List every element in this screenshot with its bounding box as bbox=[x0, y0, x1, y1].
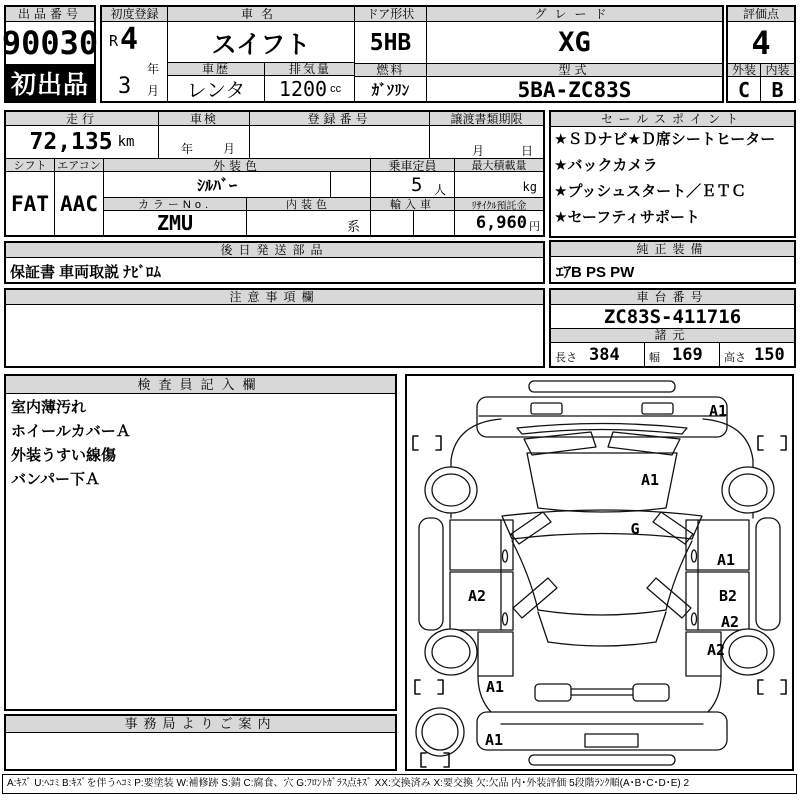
rear-lamp-left bbox=[531, 403, 562, 414]
door-shape: 5HB bbox=[369, 29, 412, 56]
length-cell bbox=[551, 343, 645, 367]
inspection-year: 年 bbox=[181, 142, 194, 156]
door-block bbox=[355, 7, 427, 101]
notes-box bbox=[4, 288, 545, 368]
office-box bbox=[4, 714, 397, 771]
damage-label: A2 bbox=[720, 613, 740, 631]
door-handle bbox=[503, 613, 508, 625]
history-label: 車歴 bbox=[168, 62, 264, 76]
inspection-month: 月 bbox=[222, 142, 235, 156]
damage-label: A1 bbox=[640, 471, 660, 489]
recycle-fee: 6,960 bbox=[475, 213, 527, 233]
damage-label: A2 bbox=[467, 587, 487, 605]
recycle-unit: 円 bbox=[529, 221, 540, 233]
rear-glass-left bbox=[524, 432, 596, 455]
sales-point-line: ★ＳＤナビ★Ｄ席シートヒーター bbox=[554, 131, 776, 148]
month-suffix: 月 bbox=[146, 84, 159, 98]
hood-edge-right bbox=[666, 541, 692, 610]
damage-label: A1 bbox=[716, 551, 736, 569]
import-label: 輸入車 bbox=[371, 198, 455, 211]
sill-right bbox=[756, 518, 780, 630]
mileage-unit: km bbox=[117, 134, 135, 150]
width-cell bbox=[645, 343, 720, 367]
oem-equipment-box bbox=[549, 240, 796, 284]
lot-number: 90030 bbox=[1, 24, 99, 62]
car-diagram bbox=[405, 374, 794, 771]
top-table bbox=[100, 5, 724, 103]
grade-block bbox=[427, 7, 722, 101]
license-plate bbox=[585, 734, 638, 747]
aircon-label: エアコン bbox=[55, 159, 104, 172]
rear-garnish bbox=[529, 381, 675, 392]
front-fender-left bbox=[478, 632, 513, 676]
fuel-label: 燃料 bbox=[355, 63, 426, 77]
first-reg-label: 初度登録 bbox=[102, 7, 167, 22]
int-color-label: 内装色 bbox=[247, 198, 371, 211]
front-lip bbox=[529, 755, 675, 765]
int-color-cell bbox=[247, 211, 371, 235]
rear-quarter-left bbox=[451, 419, 501, 460]
spec-table bbox=[4, 110, 545, 237]
displacement-label: 排気量 bbox=[265, 62, 355, 76]
color-no: ZMU bbox=[104, 211, 247, 235]
car-name-block bbox=[168, 7, 355, 101]
pillar-wing-right bbox=[653, 512, 693, 544]
ext-color-label: 外装色 bbox=[104, 159, 371, 172]
dimensions-label: 諸元 bbox=[551, 329, 794, 343]
lot-label: 出品番号 bbox=[6, 7, 94, 22]
sales-points-box bbox=[549, 110, 796, 238]
fuel: ｶﾞｿﾘﾝ bbox=[371, 82, 410, 99]
chassis-label: 車台番号 bbox=[551, 290, 794, 305]
max-load-label: 最大積載量 bbox=[455, 159, 543, 172]
import-cell-1 bbox=[371, 211, 414, 235]
door-rear-left bbox=[450, 520, 513, 570]
office-label: 事務局よりご案内 bbox=[6, 716, 395, 733]
max-load-unit: kg bbox=[522, 180, 537, 194]
headlight-left bbox=[535, 684, 571, 701]
exterior-label: 外装 bbox=[728, 63, 760, 77]
first-registration bbox=[102, 7, 168, 101]
ext-color-subcell bbox=[331, 172, 371, 198]
aircon: AAC bbox=[55, 172, 104, 235]
damage-label: A1 bbox=[484, 731, 504, 749]
model-code-label: 型式 bbox=[427, 63, 722, 77]
front-bumper bbox=[477, 712, 727, 750]
mileage-cell bbox=[6, 126, 159, 159]
later-parts-content: 保証書 車両取説 ﾅﾋﾞﾛﾑ bbox=[10, 264, 161, 281]
max-load-cell bbox=[455, 172, 543, 198]
capacity-unit: 人 bbox=[433, 183, 446, 197]
length-value: 384 bbox=[589, 345, 620, 365]
width-label: 幅 bbox=[649, 352, 660, 364]
capacity: 5 bbox=[411, 174, 423, 196]
door-handle bbox=[692, 613, 697, 625]
rear-quarter-right bbox=[703, 419, 753, 460]
inspector-note: ホイールカバーＡ bbox=[11, 423, 131, 440]
capacity-label: 乗車定員 bbox=[371, 159, 455, 172]
year-suffix: 年 bbox=[146, 62, 159, 76]
sales-point-line: ★バックカメラ bbox=[554, 157, 658, 174]
door-front-right bbox=[686, 572, 749, 630]
model-code: 5BA-ZC83S bbox=[517, 77, 632, 101]
era-letter: R bbox=[109, 32, 119, 50]
inspector-note: 室内薄汚れ bbox=[11, 399, 87, 416]
grade-label: グレード bbox=[427, 7, 722, 22]
import-cell-2 bbox=[414, 211, 455, 235]
transfer-doc-cell bbox=[430, 126, 543, 159]
int-color-suffix: 系 bbox=[346, 219, 360, 234]
oem-equipment-label: 純正装備 bbox=[551, 242, 794, 257]
grade: XG bbox=[558, 27, 591, 58]
pillar-wing-left bbox=[511, 512, 551, 544]
mileage: 72,135 bbox=[29, 129, 113, 155]
auction-score: 4 bbox=[751, 23, 771, 62]
transfer-day: 日 bbox=[520, 144, 533, 158]
ext-color: ｼﾙﾊﾞｰ bbox=[104, 172, 331, 198]
reg-number-label: 登録番号 bbox=[250, 112, 430, 126]
height-value: 150 bbox=[754, 345, 785, 365]
displacement: 1200 bbox=[278, 76, 328, 101]
rear-spoiler bbox=[517, 424, 687, 435]
car-name-label: 車名 bbox=[168, 7, 354, 22]
notes-content bbox=[6, 305, 543, 309]
displacement-unit: cc bbox=[330, 82, 342, 95]
damage-label: A1 bbox=[485, 678, 505, 696]
sill-left bbox=[419, 518, 443, 630]
sales-point-line: ★セーフティサポート bbox=[554, 209, 700, 226]
door-handle bbox=[692, 550, 697, 562]
reg-number-cell bbox=[250, 126, 430, 159]
rear-bumper bbox=[477, 397, 727, 437]
length-label: 長さ bbox=[555, 352, 577, 364]
width-value: 169 bbox=[672, 345, 703, 365]
damage-label: A1 bbox=[708, 402, 728, 420]
inspection-cell bbox=[159, 126, 250, 159]
rear-lamp-right bbox=[642, 403, 673, 414]
rear-glass-right bbox=[608, 432, 680, 455]
transfer-doc-label: 譲渡書類期限 bbox=[430, 112, 543, 126]
inspector-note: バンパー下Ａ bbox=[11, 471, 100, 488]
chassis-number: ZC83S-411716 bbox=[551, 305, 794, 329]
score-label: 評価点 bbox=[728, 7, 794, 22]
inspector-box bbox=[4, 374, 397, 711]
shift-label: シフト bbox=[6, 159, 55, 172]
inspector-label: 検査員記入欄 bbox=[6, 376, 395, 394]
chassis-dims-box bbox=[549, 288, 796, 368]
score-box bbox=[726, 5, 796, 103]
transfer-month: 月 bbox=[472, 144, 485, 158]
lot-box bbox=[1, 5, 99, 103]
legend-bar bbox=[2, 774, 797, 794]
first-reg-year: 4 bbox=[120, 22, 139, 57]
inspection-label: 車検 bbox=[159, 112, 250, 126]
sales-points-label: セールスポイント bbox=[551, 112, 794, 127]
legend-text: A:ｷｽﾞ U:ﾍｺﾐ B:ｷｽﾞを伴うﾍｺﾐ P:要塗装 W:補修跡 S:錆 C:腐食、穴 G:ﾌﾛﾝﾄｶﾞﾗｽ点ｷｽﾞ XX:交換済み X:要交換 欠:欠品 内･外装評価 5段階ﾗﾝｸ順(A･B･C･D･E) 2 bbox=[7, 778, 690, 789]
office-content bbox=[6, 733, 395, 737]
damage-label: A2 bbox=[706, 641, 726, 659]
headlight-right bbox=[633, 684, 669, 701]
height-cell bbox=[720, 343, 794, 367]
oem-equipment: ｴｱB PS PW bbox=[556, 264, 635, 281]
damage-label: B2 bbox=[718, 587, 738, 605]
recycle-cell bbox=[455, 211, 543, 235]
mileage-label: 走行 bbox=[6, 112, 159, 126]
later-parts-box bbox=[4, 241, 545, 284]
first-listing-badge: 初出品 bbox=[6, 64, 94, 102]
hood-edge-left bbox=[512, 541, 538, 610]
door-shape-label: ドア形状 bbox=[355, 7, 426, 22]
height-label: 高さ bbox=[724, 352, 746, 364]
capacity-cell bbox=[371, 172, 455, 198]
interior-grade: B bbox=[771, 77, 784, 102]
recycle-label: ﾘｻｲｸﾙ預託金 bbox=[455, 198, 543, 211]
damage-label: G bbox=[630, 520, 640, 538]
first-reg-month: 3 bbox=[118, 74, 132, 99]
sales-point-line: ★プッシュスタート／ＥＴＣ bbox=[554, 183, 747, 200]
car-history: レンタ bbox=[186, 80, 246, 101]
inspector-note: 外装うすい線傷 bbox=[11, 447, 117, 464]
shift: FAT bbox=[6, 172, 55, 235]
later-parts-label: 後日発送部品 bbox=[6, 243, 543, 258]
car-name: スイフト bbox=[211, 30, 311, 59]
door-handle bbox=[503, 550, 508, 562]
interior-label: 内装 bbox=[761, 63, 794, 77]
color-no-label: カラーNo. bbox=[104, 198, 247, 211]
exterior-grade: C bbox=[737, 77, 751, 102]
notes-label: 注意事項欄 bbox=[6, 290, 543, 305]
